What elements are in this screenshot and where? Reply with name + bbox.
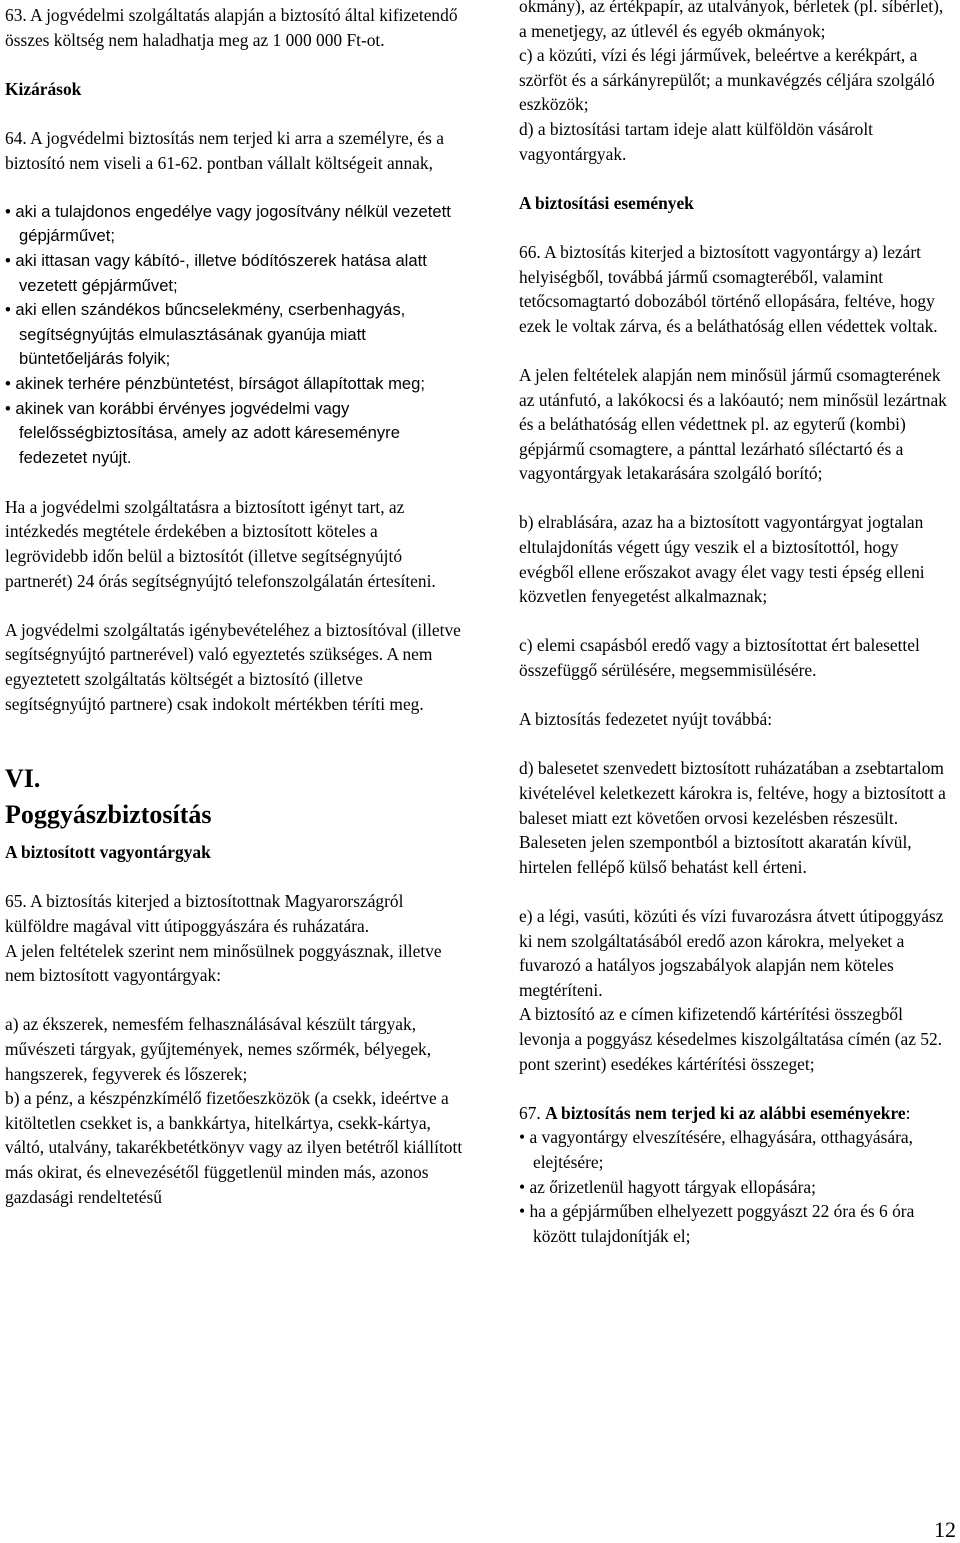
- list-item: • az őrizetlenül hagyott tárgyak ellopására;: [519, 1175, 955, 1200]
- list-item: • aki a tulajdonos engedélye vagy jogosítvány nélkül vezetett gépjárművet;: [5, 200, 465, 249]
- events-heading: A biztosítási események: [519, 192, 694, 213]
- list-item: • akinek van korábbi érvényes jogvédelmi vagy felelősségbiztosítása, amely az adott káreseményre fedezetet nyújt.: [5, 397, 465, 471]
- paragraph-67-heading: A biztosítás nem terjed ki az alábbi eseményekre: [545, 1102, 906, 1123]
- section-title: Poggyászbiztosítás: [5, 800, 212, 830]
- paragraph-continuation: okmány), az értékpapír, az utalványok, bérletek (pl. síbérlet), a menetjegy, az útlevél és egyéb okmányok;: [519, 0, 944, 41]
- paragraph-64: 64. A jogvédelmi biztosítás nem terjed ki arra a személyre, és a biztosító nem viseli a 61-62. pontban vállalt költségeit annak,: [5, 127, 444, 173]
- paragraph-67-colon: :: [905, 1102, 911, 1123]
- list-item: • akinek terhére pénzbüntetést, bírságot állapítottak meg;: [5, 372, 465, 397]
- paragraph-agreement: A jogvédelmi szolgáltatás igénybevételéhez a biztosítóval (illetve segítségnyújtó partnerével) való egyeztetés szükséges. A nem egyeztetett szolgáltatás költségét a biztosító (illetve segítségnyújtó partnere) csak indokolt mértékben téríti meg.: [5, 619, 461, 714]
- paragraph-66-d: d) balesetet szenvedett biztosított ruházatában a zsebtartalom kivételével keletkezett károkra is, feltéve, hogy a biztosított a baleset miatt ezt követően orvosi kezelésben részesült.: [519, 758, 946, 828]
- paragraph-67: [519, 1101, 955, 1126]
- paragraph-item-c: c) a közúti, vízi és légi járművek, beleértve a kerékpárt, a szörföt és a sárkányrepülőt; a munkavégzés céljára szolgáló eszközök;: [519, 45, 935, 115]
- exclusions-heading: Kizárások: [5, 78, 82, 99]
- paragraph-66: 66. A biztosítás kiterjed a biztosított vagyontárgy a) lezárt helyiségből, továbbá jármű csomagteréből, valamint tetőcsomagtartó dobozából történő ellopására, feltéve, hogy ezek le voltak zárva, és a beláthatóság ellen védettek voltak.: [519, 241, 938, 336]
- paragraph-65-a: a) az ékszerek, nemesfém felhasználásával készült tárgyak, művészeti tárgyak, gyűjtemények, nemes szőrmék, bélyegek, hangszerek, fegyverek és lőszerek;: [5, 1014, 432, 1084]
- page-number: 12: [934, 1517, 956, 1542]
- paragraph-accident-def: Baleseten jelen szempontból a biztosított akaratán kívül, hirtelen fellépő külső behatást kell érteni.: [519, 832, 912, 877]
- paragraph-66-b: b) elrablására, azaz ha a biztosított vagyontárgyat jogtalan eltulajdonítás végett úgy veszik el a biztosítottól, hogy evégből ellene erőszakot avagy élet vagy testi épség elleni közvetlen fenyegetést alkalmaznak;: [519, 512, 925, 607]
- paragraph-65-b: b) a pénz, a készpénzkímélő fizetőeszközök (a csekk, ideértve a kitöltetlen csekket is, a bankkártya, hitelkártya, csekk-kártya, váltó, utalvány, takarékbetétkönyv vagy az ilyen betétről kiállított más okirat, és elnevezésétől függetlenül minden más, azonos gazdasági rendeltetésű: [5, 1088, 463, 1207]
- paragraph-65-exclusions: A jelen feltételek szerint nem minősülnek poggyásznak, illetve nem biztosított vagyontárgyak:: [5, 940, 442, 986]
- section-subtitle: A biztosított vagyontárgyak: [5, 842, 211, 863]
- paragraph-notice: Ha a jogvédelmi szolgáltatásra a biztosított igényt tart, az intézkedés megtétele érdekében a biztosított köteles a legrövidebb időn belül a biztosítót (illetve segítségnyújtó partnerét) 24 órás segítségnyújtó telefonszolgálatán értesíteni.: [5, 496, 436, 591]
- paragraph-67-number: 67.: [519, 1102, 546, 1123]
- paragraph-65: 65. A biztosítás kiterjed a biztosítottnak Magyarországról külföldre magával vitt útipoggyászára és ruházatára.: [5, 891, 404, 936]
- paragraph-66-e: e) a légi, vasúti, közúti és vízi fuvarozásra átvett útipoggyász ki nem szolgáltatásából eredő azon károkra, melyeket a fuvarozó a hatályos jogszabályok alapján nem köteles megtéríteni.: [519, 905, 944, 1000]
- paragraph-63: 63. A jogvédelmi szolgáltatás alapján a biztosító által kifizetendő összes költség nem haladhatja meg az 1 000 000 Ft-ot.: [5, 5, 458, 50]
- paragraph-deduction: A biztosító az e címen kifizetendő kártérítési összegből levonja a poggyász késedelmes kiszolgáltatása címén (az 52. pont szerint) esedékes kártérítési összeget;: [519, 1004, 943, 1074]
- list-item: • a vagyontárgy elveszítésére, elhagyására, otthagyására, elejtésére;: [519, 1125, 955, 1174]
- left-column: [5, 0, 465, 1209]
- paragraph-item-d: d) a biztosítási tartam ideje alatt külföldön vásárolt vagyontárgyak.: [519, 118, 873, 164]
- list-item: • ha a gépjárműben elhelyezett poggyászt 22 óra és 6 óra között tulajdonítják el;: [519, 1199, 955, 1248]
- section-number: VI.: [5, 764, 41, 794]
- paragraph-66-c: c) elemi csapásból eredő vagy a biztosítottat ért balesettel összefüggő sérülésére, megsemmisülésére.: [519, 635, 920, 681]
- list-item: • aki ellen szándékos bűncselekmény, cserbenhagyás, segítségnyújtás elmulasztásának gyanúja miatt büntetőeljárás folyik;: [5, 298, 465, 372]
- paragraph-coverage: A biztosítás fedezetet nyújt továbbá:: [519, 709, 773, 730]
- right-column: [519, 0, 955, 1248]
- paragraph-vehicle: A jelen feltételek alapján nem minősül jármű csomagterének az utánfutó, a lakókocsi és a lakóautó; nem minősül lezártnak és a beláthatóság ellen védettnek pl. az egyterű (kombi) gépjármű csomagtere, a pánttal lezárható síléctartó és a vagyontárgyak letakarására szolgáló borító;: [519, 364, 947, 484]
- list-item: • aki ittasan vagy kábító-, illetve bódítószerek hatása alatt vezetett gépjárművet;: [5, 249, 465, 298]
- exclusion-list: [5, 200, 465, 471]
